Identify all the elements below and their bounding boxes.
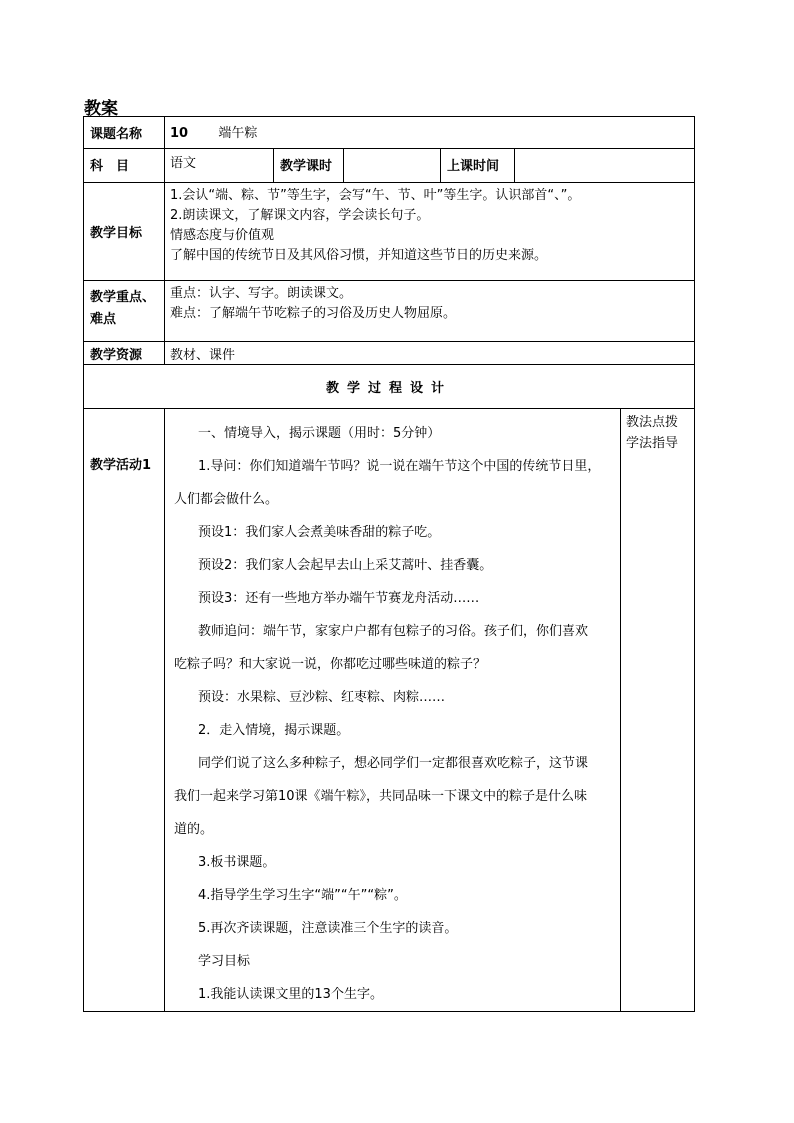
activity-row — [84, 409, 695, 1012]
activity-paragraph: 吃粽子吗？和大家说一说，你都吃过哪些味道的粽子？ — [174, 657, 487, 672]
hours-label: 教学课时 — [274, 149, 344, 183]
goals-label: 教学目标 — [84, 183, 165, 281]
activity-paragraph: 1.我能认读课文里的13个生字。 — [198, 987, 383, 1002]
goals-row — [84, 183, 695, 281]
goal-line: 情感态度与价值观 — [170, 228, 275, 243]
lesson-title-label: 课题名称 — [84, 117, 165, 149]
key-points-label — [84, 281, 165, 342]
activity-paragraph: 一、情境导入，揭示课题（用时：5分钟） — [198, 426, 441, 441]
resources-row — [84, 342, 695, 365]
lesson-number: 10 — [170, 126, 189, 141]
key-points-label-line1: 教学重点、 — [90, 290, 156, 305]
activity-paragraph: 预设3：还有一些地方举办端午节赛龙舟活动…… — [198, 591, 480, 606]
key-points-content — [165, 281, 695, 342]
resources-label: 教学资源 — [84, 342, 165, 365]
activity-paragraph: 3.板书课题。 — [198, 855, 276, 870]
activity-paragraph: 4.指导学生学习生字“端”“午”“粽”。 — [198, 888, 407, 903]
activity-paragraph: 2．走入情境，揭示课题。 — [198, 723, 350, 738]
activity-paragraph: 学习目标 — [198, 954, 251, 969]
subject-label: 科 目 — [84, 149, 165, 183]
activity-paragraph: 预设1：我们家人会煮美味香甜的粽子吃。 — [198, 525, 441, 540]
activity-paragraph: 1.导问：你们知道端午节吗？说一说在端午节这个中国的传统节日里， — [198, 459, 601, 474]
process-header-row — [84, 365, 695, 409]
goals-content — [165, 183, 695, 281]
hours-value — [344, 149, 441, 183]
time-value — [515, 149, 695, 183]
resources-value: 教材、课件 — [165, 342, 695, 365]
goal-line: 了解中国的传统节日及其风俗习惯，并知道这些节日的历史来源。 — [170, 248, 548, 263]
goal-line: 2.朗读课文，了解课文内容，学会读长句子。 — [170, 208, 430, 223]
activity-paragraph: 教师追问：端午节，家家户户都有包粽子的习俗。孩子们，你们喜欢 — [198, 624, 589, 639]
activity-label: 教学活动1 — [84, 409, 165, 1012]
activity-paragraph: 同学们说了这么多种粽子，想必同学们一定都很喜欢吃粽子，这节课 — [198, 756, 589, 771]
time-label: 上课时间 — [441, 149, 515, 183]
activity-paragraph: 人们都会做什么。 — [174, 492, 279, 507]
lesson-title-row — [84, 117, 695, 149]
key-points-label-line2: 难点 — [90, 312, 117, 327]
lesson-name: 端午粽 — [218, 126, 258, 141]
activity-content — [165, 409, 621, 1012]
key-point-line: 难点：了解端午节吃粽子的习俗及历史人物屈原。 — [170, 306, 457, 321]
subject-value: 语文 — [165, 149, 274, 183]
activity-paragraph: 预设：水果粽、豆沙粽、红枣粽、肉粽…… — [198, 690, 446, 705]
side-note: 教法点拨学法指导 — [621, 409, 695, 1012]
lesson-plan-table — [83, 116, 695, 1012]
key-point-line: 重点：认字、写字。朗读课文。 — [170, 286, 353, 301]
lesson-title-value — [165, 117, 695, 149]
activity-paragraph: 预设2：我们家人会起早去山上采艾蒿叶、挂香囊。 — [198, 558, 493, 573]
key-points-row — [84, 281, 695, 342]
activity-paragraph: 5.再次齐读课题，注意读准三个生字的读音。 — [198, 921, 458, 936]
activity-paragraph: 我们一起来学习第10课《端午粽》，共同品味一下课文中的粽子是什么味 — [174, 789, 588, 804]
activity-paragraph: 道的。 — [174, 822, 214, 837]
goal-line: 1.会认“端、粽、节”等生字，会写“午、节、叶”等生字。认识部首“、”。 — [170, 188, 581, 203]
process-header: 教学过程设计 — [84, 365, 695, 409]
document-title: 教案 — [84, 99, 118, 119]
meta-row — [84, 149, 695, 183]
